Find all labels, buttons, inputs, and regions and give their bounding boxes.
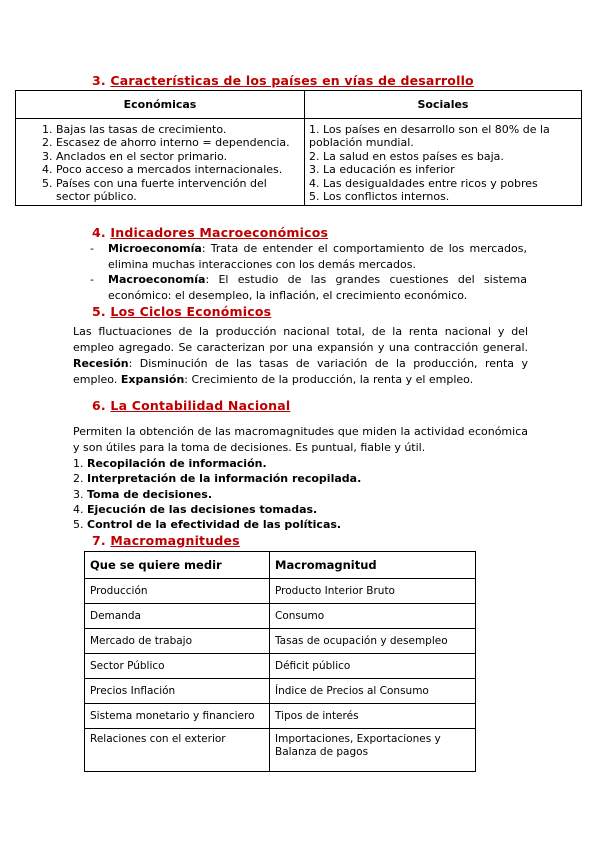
table-row: Precios Inflación Índice de Precios al Consumo bbox=[85, 679, 476, 704]
sociales-cell bbox=[305, 119, 582, 206]
table-row: Demanda Consumo bbox=[85, 604, 476, 629]
section-7-title: Macromagnitudes bbox=[110, 533, 240, 548]
table-row: Sistema monetario y financiero Tipos de interés bbox=[85, 704, 476, 729]
section-6-heading: 6. La Contabilidad Nacional bbox=[92, 398, 291, 413]
developing-countries-table bbox=[15, 90, 582, 206]
section-5-paragraph: Las fluctuaciones de la producción nacional total, de la renta nacional y del empleo agregado. Se caracterizan por una expansión y una contracción general. Recesión: Disminución de las tasas de variación de la producción, renta y empleo. Expansión: Crecimiento de la producción, la renta y el empleo. bbox=[73, 325, 528, 386]
header-macromagnitud: Macromagnitud bbox=[270, 552, 476, 579]
list-item: 5. Control de la efectividad de las políticas. bbox=[73, 518, 342, 532]
header-economicas: Económicas bbox=[16, 91, 305, 119]
section-6-title: La Contabilidad Nacional bbox=[110, 398, 291, 413]
header-sociales: Sociales bbox=[305, 91, 582, 119]
list-item: 3. Toma de decisiones. bbox=[73, 487, 212, 501]
term-microeconomia: Microeconomía bbox=[108, 242, 202, 255]
table-row: Mercado de trabajo Tasas de ocupación y desempleo bbox=[85, 629, 476, 654]
list-item: 2. La salud en estos países es baja. bbox=[309, 149, 504, 163]
list-item: 4. Ejecución de las decisiones tomadas. bbox=[73, 502, 318, 516]
macromagnitudes-table bbox=[84, 551, 476, 772]
table-row: Producción Producto Interior Bruto bbox=[85, 579, 476, 604]
list-item: 4. Poco acceso a mercados internacionales. bbox=[56, 163, 300, 176]
section-3-title: Características de los países en vías de desarrollo bbox=[110, 73, 474, 88]
list-item: 3. La educación es inferior bbox=[309, 163, 455, 177]
section-5-heading: 5. Los Ciclos Económicos bbox=[92, 304, 272, 319]
section-4-heading: 4. Indicadores Macroeconómicos bbox=[92, 225, 329, 240]
list-item: 5. Los conflictos internos. bbox=[309, 190, 450, 204]
bullet-macroeconomia: - Macroeconomía: El estudio de las grandes cuestiones del sistema económico: el desempleo, la inflación, el crecimiento económico. bbox=[90, 273, 527, 302]
list-item: 2. Escasez de ahorro interno = dependencia. bbox=[56, 136, 300, 149]
list-item: 4. Las desigualdades entre ricos y pobres bbox=[309, 176, 538, 190]
term-recesion: Recesión bbox=[73, 357, 129, 370]
economicas-cell bbox=[16, 119, 305, 206]
section-6-paragraph: Permiten la obtención de las macromagnitudes que miden la actividad económica y son útiles para la toma de decisiones. Es puntual, fiable y útil. bbox=[73, 425, 528, 454]
list-item: 1. Los países en desarrollo son el 80% de la población mundial. bbox=[309, 123, 550, 150]
bullet-microeconomia: - Microeconomía: Trata de entender el comportamiento de los mercados, elimina muchas interacciones con los demás mercados. bbox=[90, 242, 527, 271]
table-row: Sector Público Déficit público bbox=[85, 654, 476, 679]
term-expansion: Expansión bbox=[120, 373, 185, 386]
list-item: 5. Países con una fuerte intervención del sector público. bbox=[56, 177, 300, 204]
term-macroeconomia: Macroeconomía bbox=[108, 273, 206, 286]
steps-list bbox=[73, 456, 361, 532]
list-item: 1. Recopilación de información. bbox=[73, 457, 267, 470]
section-3-heading: 3. Características de los países en vías de desarrollo bbox=[92, 73, 474, 88]
section-7-heading: 7. Macromagnitudes bbox=[92, 533, 240, 548]
section-4-title: Indicadores Macroeconómicos bbox=[110, 225, 329, 240]
list-item: 3. Anclados en el sector primario. bbox=[56, 150, 300, 163]
list-item: 1. Bajas las tasas de crecimiento. bbox=[56, 123, 300, 136]
section-5-title: Los Ciclos Económicos bbox=[110, 304, 272, 319]
header-que-se-quiere-medir: Que se quiere medir bbox=[85, 552, 270, 579]
economicas-list bbox=[20, 123, 300, 203]
list-item: 2. Interpretación de la información recopilada. bbox=[73, 472, 362, 486]
table-row: Relaciones con el exterior Importaciones, Exportaciones y Balanza de pagos bbox=[85, 729, 476, 772]
